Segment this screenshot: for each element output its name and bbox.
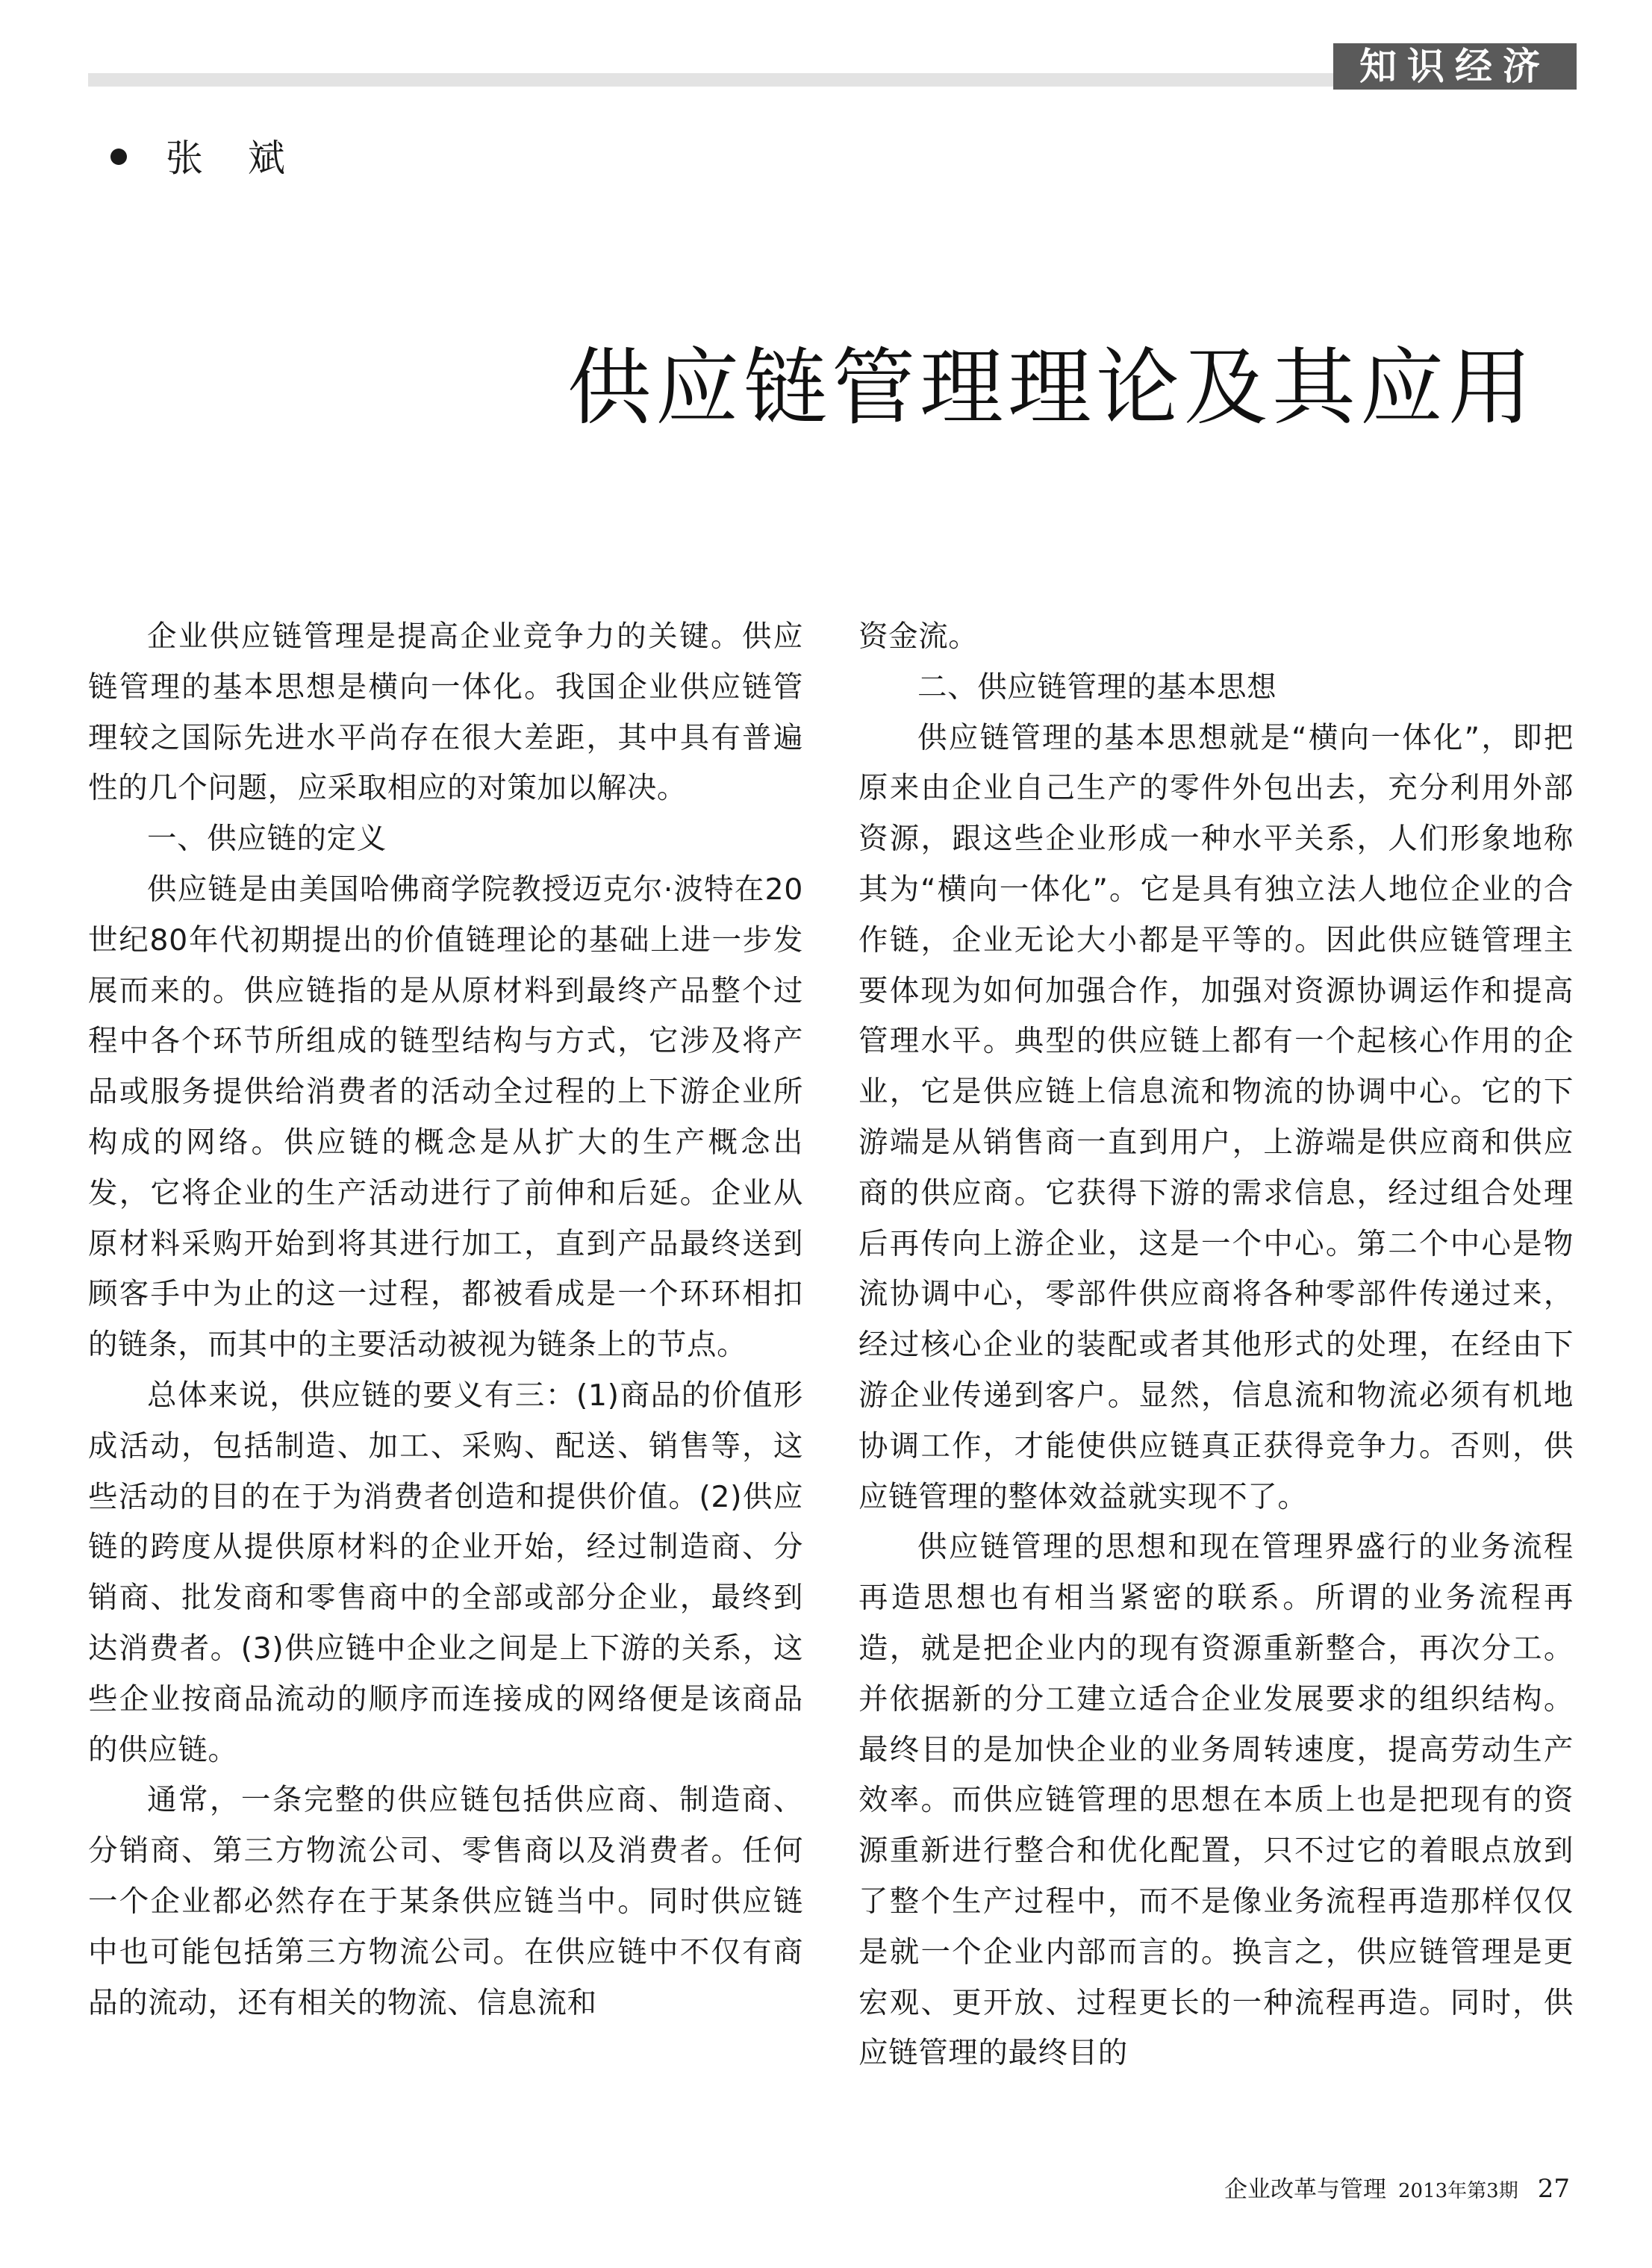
- left-column: [88, 612, 803, 2028]
- section-label: 知识经济: [1333, 43, 1577, 90]
- issue-number: 2013年第3期: [1398, 2180, 1518, 2202]
- paragraph: 供应链是由美国哈佛商学院教授迈克尔·波特在20世纪80年代初期提出的价值链理论的基础上进一步发展而来的。供应链指的是从原材料到最终产品整个过程中各个环节所组成的链型结构与方式，它涉及将产品或服务提供给消费者的活动全过程的上下游企业所构成的网络。供应链的概念是从扩大的生产概念出发，它将企业的生产活动进行了前伸和后延。企业从原材料采购开始到将其进行加工，直到产品最终送到顾客手中为止的这一过程，都被看成是一个环环相扣的链条，而其中的主要活动被视为链条上的节点。: [88, 872, 803, 1363]
- paragraph: 总体来说，供应链的要义有三：(1)商品的价值形成活动，包括制造、加工、采购、配送、销售等，这些活动的目的在于为消费者创造和提供价值。(2)供应链的跨度从提供原材料的企业开始，经过制造商、分销商、批发商和零售商中的全部或部分企业，最终到达消费者。(3)供应链中企业之间是上下游的关系，这些企业按商品流动的顺序而连接成的网络便是该商品的供应链。: [88, 1378, 803, 1767]
- page-footer: [1224, 2170, 1570, 2204]
- paragraph: 供应链管理的基本思想就是“横向一体化”，即把原来由企业自己生产的零件外包出去，充分利用外部资源，跟这些企业形成一种水平关系，人们形象地称其为“横向一体化”。它是具有独立法人地位企业的合作链，企业无论大小都是平等的。因此供应链管理主要体现为如何加强合作，加强对资源协调运作和提高管理水平。典型的供应链上都有一个起核心作用的企业，它是供应链上信息流和物流的协调中心。它的下游端是从销售商一直到用户，上游端是供应商和供应商的供应商。它获得下游的需求信息，经过组合处理后再传向上游企业，这是一个中心。第二个中心是物流协调中心，零部件供应商将各种零部件传递过来，经过核心企业的装配或者其他形式的处理，在经由下游企业传递到客户。显然，信息流和物流必须有机地协调工作，才能使供应链真正获得竞争力。否则，供应链管理的整体效益就实现不了。: [858, 720, 1574, 1514]
- paragraph: 供应链管理的思想和现在管理界盛行的业务流程再造思想也有相当紧密的联系。所谓的业务流程再造，就是把企业内的现有资源重新整合，再次分工。并依据新的分工建立适合企业发展要求的组织结构。最终目的是加快企业的业务周转速度，提高劳动生产效率。而供应链管理的思想在本质上也是把现有的资源重新进行整合和优化配置，只不过它的着眼点放到了整个生产过程中，而不是像业务流程再造那样仅仅是就一个企业内部而言的。换言之，供应链管理是更宏观、更开放、过程更长的一种流程再造。同时，供应链管理的最终目的: [858, 1530, 1574, 2071]
- paragraph-continuation: 资金流。: [858, 619, 979, 654]
- page-number: 27: [1537, 2174, 1570, 2204]
- article-title: 供应链管理理论及其应用: [567, 340, 1536, 437]
- author-line: [110, 128, 302, 182]
- section-heading: 一、供应链的定义: [147, 822, 387, 857]
- author-name: 张 斌: [166, 137, 302, 180]
- section-heading: 二、供应链管理的基本思想: [917, 669, 1277, 705]
- paragraph: 企业供应链管理是提高企业竞争力的关键。供应链管理的基本思想是横向一体化。我国企业供应链管理较之国际先进水平尚存在很大差距，其中具有普遍性的几个问题，应采取相应的对策加以解决。: [88, 619, 803, 806]
- paragraph: 通常，一条完整的供应链包括供应商、制造商、分销商、第三方物流公司、零售商以及消费者。任何一个企业都必然存在于某条供应链当中。同时供应链中也可能包括第三方物流公司。在供应链中不仅有商品的流动，还有相关的物流、信息流和: [88, 1783, 803, 2020]
- journal-name: 企业改革与管理: [1224, 2176, 1386, 2203]
- right-column: [858, 612, 1574, 2079]
- header-rule: [88, 73, 1335, 87]
- bullet-icon: [110, 149, 127, 165]
